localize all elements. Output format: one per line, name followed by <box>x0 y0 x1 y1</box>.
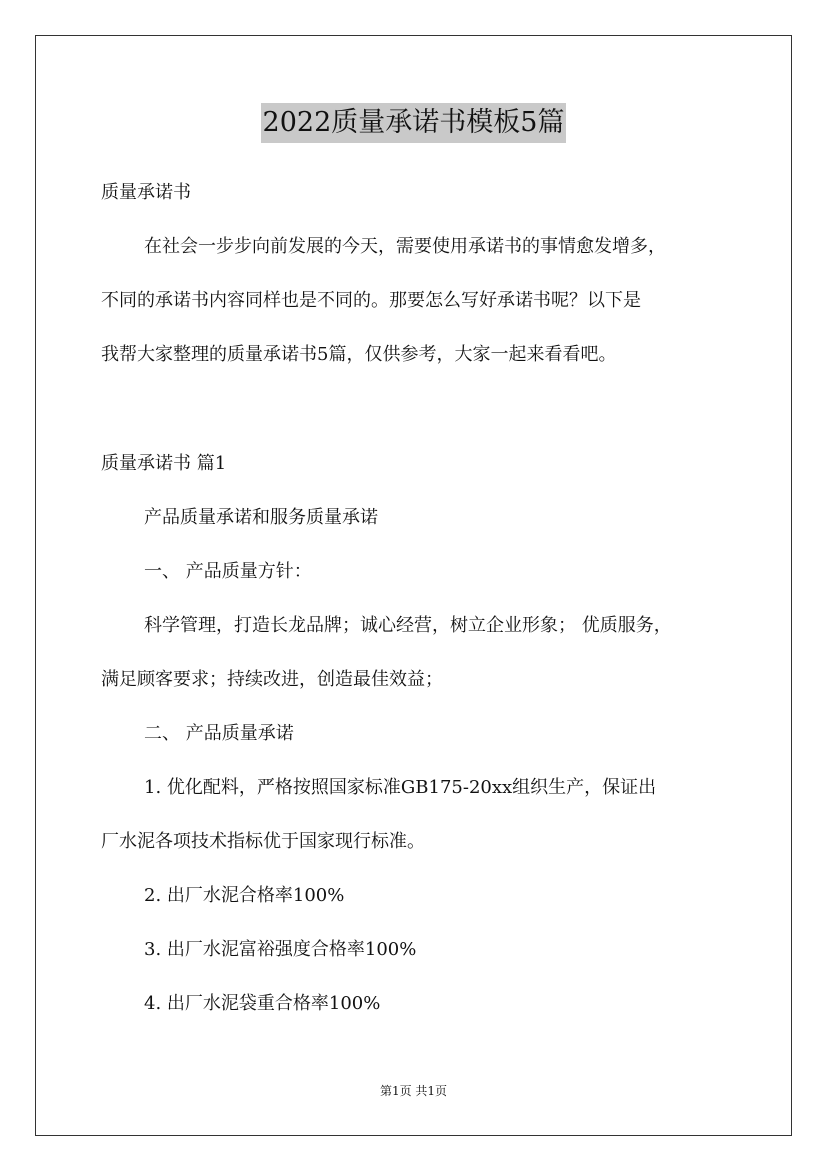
item4: 4. 出厂水泥袋重合格率100% <box>144 993 381 1014</box>
page-footer: 第1页 共1页 <box>379 1084 448 1098</box>
document-title: 2022质量承诺书模板5篇 <box>261 103 567 143</box>
item1-line-2: 厂水泥各项技术指标优于国家现行标准。 <box>101 831 425 852</box>
section1-text-line-1: 科学管理，打造长龙品牌；诚心经营，树立企业形象； 优质服务， <box>144 615 672 636</box>
intro-line-3: 我帮大家整理的质量承诺书5篇，仅供参考，大家一起来看看吧。 <box>101 344 617 365</box>
part1-heading: 质量承诺书 篇1 <box>101 453 227 474</box>
section2-heading: 二、 产品质量承诺 <box>144 723 294 744</box>
section1-heading: 一、 产品质量方针： <box>144 561 312 582</box>
item2: 2. 出厂水泥合格率100% <box>144 885 345 906</box>
section-heading: 质量承诺书 <box>101 182 191 203</box>
item1-line-1: 1. 优化配料，严格按照国家标准GB175-20xx组织生产，保证出 <box>144 777 657 798</box>
intro-line-2: 不同的承诺书内容同样也是不同的。那要怎么写好承诺书呢？以下是 <box>101 290 641 311</box>
section1-text-line-2: 满足顾客要求；持续改进，创造最佳效益； <box>101 669 443 690</box>
part1-subtitle: 产品质量承诺和服务质量承诺 <box>144 507 378 528</box>
title-wrapper <box>0 103 827 143</box>
intro-line-1: 在社会一步步向前发展的今天，需要使用承诺书的事情愈发增多， <box>144 236 666 257</box>
item3: 3. 出厂水泥富裕强度合格率100% <box>144 939 417 960</box>
